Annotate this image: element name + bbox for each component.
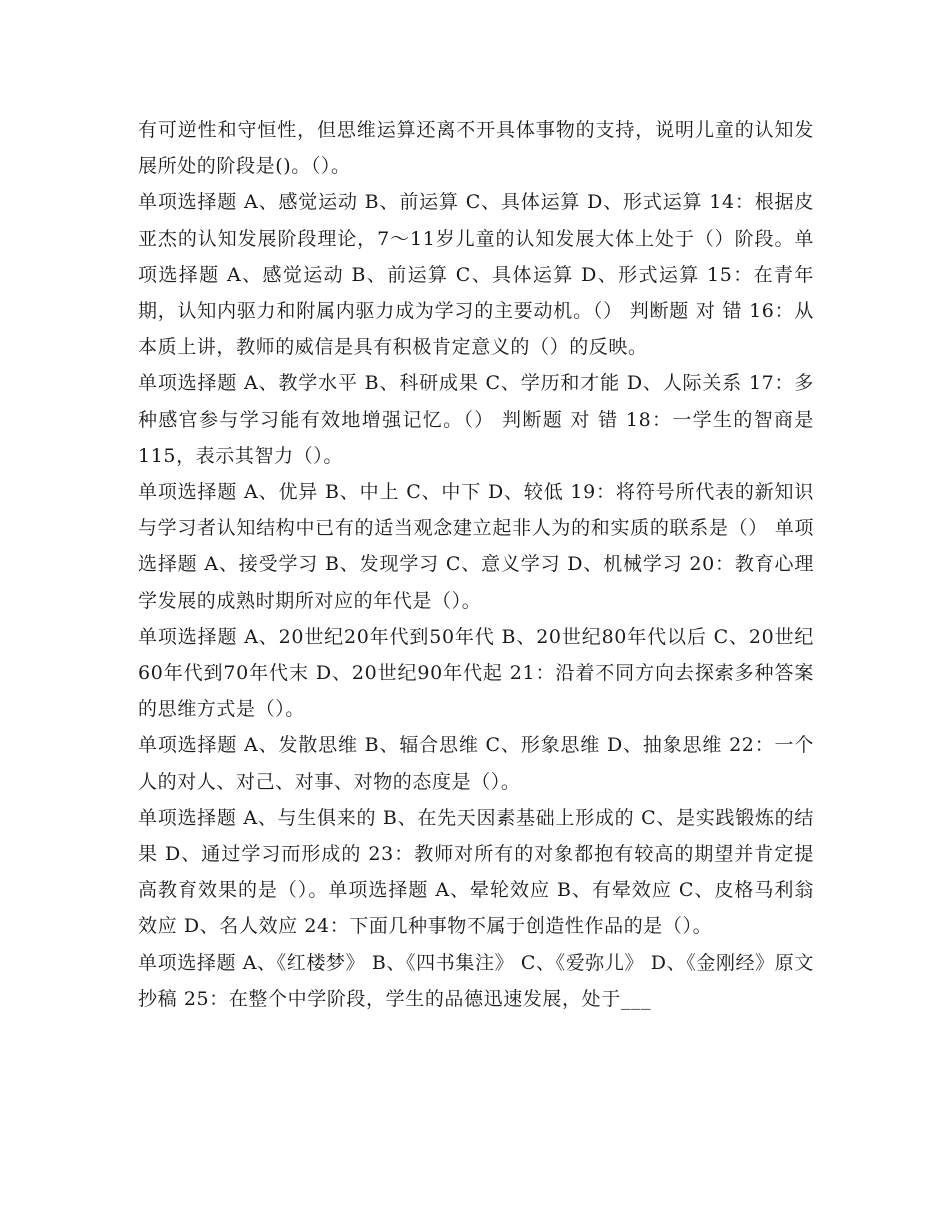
paragraph-6: 单项选择题 A、发散思维 B、辐合思维 C、形象思维 D、抽象思维 22：一个人的对人、对己、对事、对物的态度是（）。 bbox=[138, 734, 814, 793]
paragraph-2: 单项选择题 A、感觉运动 B、前运算 C、具体运算 D、形式运算 14：根据皮亚杰的认知发展阶段理论，7～11岁儿童的认知发展大体上处于（）阶段。单项选择题 A、感觉运动 B、前运算 C、具体运算 D、形式运算 15：在青年期，认知内驱力和附属内驱力成为学习的主要动机。（） 判断题 对 错 16：从本质上讲，教师的威信是具有积极肯定意义的（）的反映。 bbox=[138, 191, 814, 359]
document-body bbox=[138, 112, 814, 1017]
paragraph-7: 单项选择题 A、与生俱来的 B、在先天因素基础上形成的 C、是实践锻炼的结果 D、通过学习而形成的 23：教师对所有的对象都抱有较高的期望并肯定提高教育效果的是（）。单项选择题 A、晕轮效应 B、有晕效应 C、皮格马利翁效应 D、名人效应 24：下面几种事物不属于创造性作品的是（）。 bbox=[138, 806, 814, 938]
paragraph-4: 单项选择题 A、优异 B、中上 C、中下 D、较低 19：将符号所代表的新知识与学习者认知结构中已有的适当观念建立起非人为的和实质的联系是（） 单项选择题 A、接受学习 B、发现学习 C、意义学习 D、机械学习 20：教育心理学发展的成熟时期所对应的年代是（）。 bbox=[138, 481, 814, 612]
paragraph-8: 单项选择题 A、《红楼梦》 B、《四书集注》 C、《爱弥儿》 D、《金刚经》原文抄稿 25：在整个中学阶段，学生的品德迅速发展，处于___ bbox=[138, 951, 814, 1010]
paragraph-3: 单项选择题 A、教学水平 B、科研成果 C、学历和才能 D、人际关系 17：多种感官参与学习能有效地增强记忆。（） 判断题 对 错 18：一学生的智商是115，表示其智力（）。 bbox=[138, 372, 814, 467]
paragraph-5: 单项选择题 A、20世纪20年代到50年代 B、20世纪80年代以后 C、20世纪60年代到70年代末 D、20世纪90年代起 21：沿着不同方向去探索多种答案的思维方式是（）。 bbox=[138, 625, 814, 721]
paragraph-1: 有可逆性和守恒性，但思维运算还离不开具体事物的支持，说明儿童的认知发展所处的阶段是()。（）。 bbox=[138, 119, 814, 178]
